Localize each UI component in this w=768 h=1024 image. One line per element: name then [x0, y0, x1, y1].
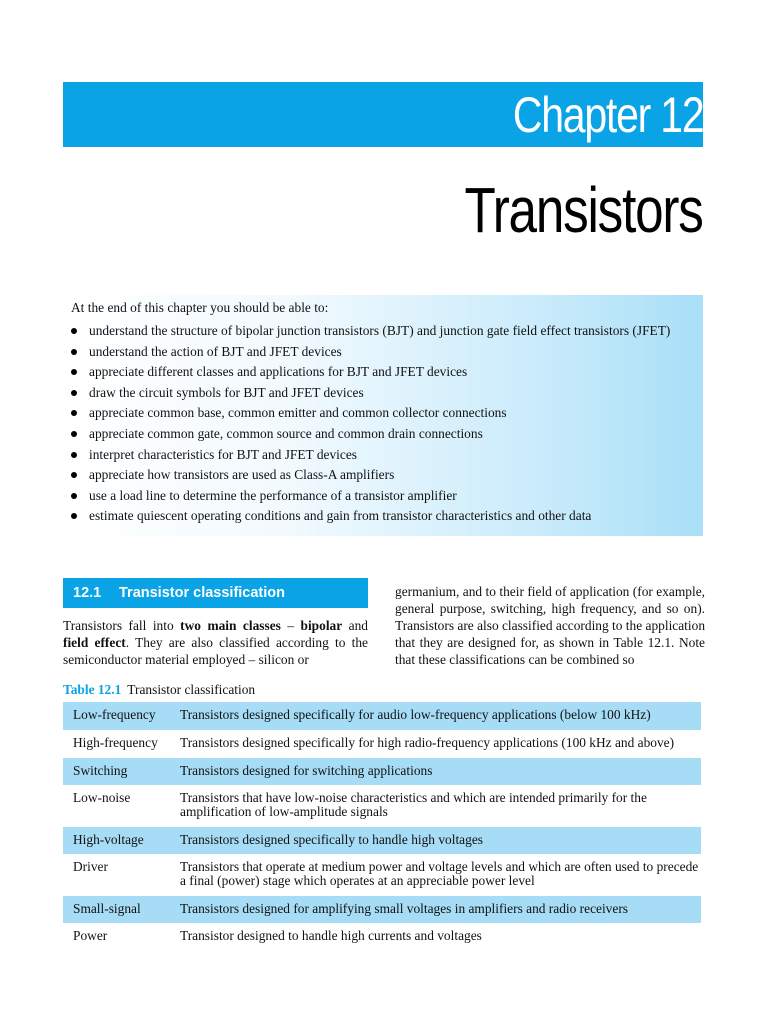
table-cell-description: Transistors designed for switching applications [180, 758, 701, 785]
chapter-title: Transistors [464, 174, 703, 246]
objective-text: draw the circuit symbols for BJT and JFET devices [89, 384, 364, 400]
bullet-icon [71, 493, 77, 499]
table-row [63, 854, 701, 896]
table-cell-class: High-frequency [63, 730, 180, 758]
section-title: Transistor classification [119, 585, 286, 601]
chapter-label: Chapter 12 [512, 87, 703, 143]
table-row [63, 702, 701, 730]
body-text-run: – [280, 618, 301, 633]
body-text-run: and [342, 618, 368, 633]
table-cell-class: Low-frequency [63, 702, 180, 730]
table-cell-class: Small-signal [63, 896, 180, 923]
objective-text: understand the action of BJT and JFET devices [89, 343, 342, 359]
table-row [63, 923, 701, 951]
objective-text: appreciate common gate, common source and common drain connections [89, 425, 483, 441]
objective-item [71, 446, 703, 467]
table-row [63, 758, 701, 785]
objective-item [71, 466, 703, 487]
table-cell-description: Transistors designed specifically to handle high voltages [180, 827, 701, 854]
bullet-icon [71, 369, 77, 375]
bullet-icon [71, 410, 77, 416]
chapter-banner [63, 82, 703, 147]
table-row [63, 730, 701, 758]
objective-text: appreciate how transistors are used as Class-A amplifiers [89, 467, 395, 483]
table-number: Table 12.1 [63, 682, 122, 697]
body-bold-run: field effect [63, 635, 126, 650]
objective-item [71, 487, 703, 508]
objective-item [71, 507, 703, 528]
learning-objectives-box [63, 295, 703, 536]
table-cell-class: Low-noise [63, 785, 180, 827]
table-row [63, 785, 701, 827]
table-cell-description: Transistors that operate at medium power and voltage levels and which are often used to precede a final (power) stage which operates at an appreciable power level [180, 854, 701, 896]
section-heading [63, 578, 368, 608]
body-text-run: Transistors fall into [63, 618, 181, 633]
objective-item [71, 322, 703, 343]
table-caption [63, 682, 255, 698]
table-cell-class: Power [63, 923, 180, 951]
body-paragraph [63, 617, 368, 668]
table-cell-class: High-voltage [63, 827, 180, 854]
section-number: 12.1 [73, 585, 102, 601]
table-cell-description: Transistors that have low-noise characteristics and which are intended primarily for the amplification of low-amplitude signals [180, 785, 701, 827]
objective-text: use a load line to determine the performance of a transistor amplifier [89, 487, 457, 503]
objective-item [71, 343, 703, 364]
table-row [63, 827, 701, 854]
classification-table [63, 702, 701, 951]
objective-item [71, 404, 703, 425]
body-paragraph: germanium, and to their field of application (for example, general purpose, switching, high frequency, and so on). Transistors are also classified according to the application that they are designed for, as shown in Table 12.1. Note that these classifications can be combined so [395, 584, 706, 667]
objective-text: estimate quiescent operating conditions and gain from transistor characteristics and other data [89, 508, 592, 524]
objective-item [71, 363, 703, 384]
body-bold-run: bipolar [300, 618, 343, 633]
body-text-left-column [63, 617, 368, 668]
table-cell-description: Transistors designed specifically for audio low-frequency applications (below 100 kHz) [180, 702, 701, 730]
objectives-intro: At the end of this chapter you should be able to: [71, 300, 329, 315]
bullet-icon [71, 452, 77, 458]
table-cell-class: Driver [63, 854, 180, 896]
objective-text: interpret characteristics for BJT and JFET devices [89, 446, 357, 462]
table-cell-description: Transistor designed to handle high currents and voltages [180, 923, 701, 951]
bullet-icon [71, 472, 77, 478]
body-text-right-column [395, 583, 705, 668]
objectives-list [71, 322, 703, 528]
bullet-icon [71, 390, 77, 396]
objective-text: understand the structure of bipolar junction transistors (BJT) and junction gate field effect transistors (JFET) [89, 323, 671, 338]
body-text-run: . They are also classified according to the semiconductor material employed – silicon or [63, 635, 368, 667]
table-cell-description: Transistors designed for amplifying small voltages in amplifiers and radio receivers [180, 896, 701, 923]
table-cell-description: Transistors designed specifically for high radio-frequency applications (100 kHz and above) [180, 730, 701, 758]
table-row [63, 896, 701, 923]
body-bold-run: two main classes [180, 618, 281, 633]
objective-text: appreciate different classes and applications for BJT and JFET devices [89, 364, 468, 380]
table-title: Transistor classification [127, 682, 256, 697]
bullet-icon [71, 349, 77, 355]
bullet-icon [71, 328, 77, 334]
objective-text: appreciate common base, common emitter and common collector connections [89, 405, 507, 421]
table-cell-class: Switching [63, 758, 180, 785]
bullet-icon [71, 513, 77, 519]
bullet-icon [71, 431, 77, 437]
objective-item [71, 384, 703, 405]
objective-item [71, 425, 703, 446]
